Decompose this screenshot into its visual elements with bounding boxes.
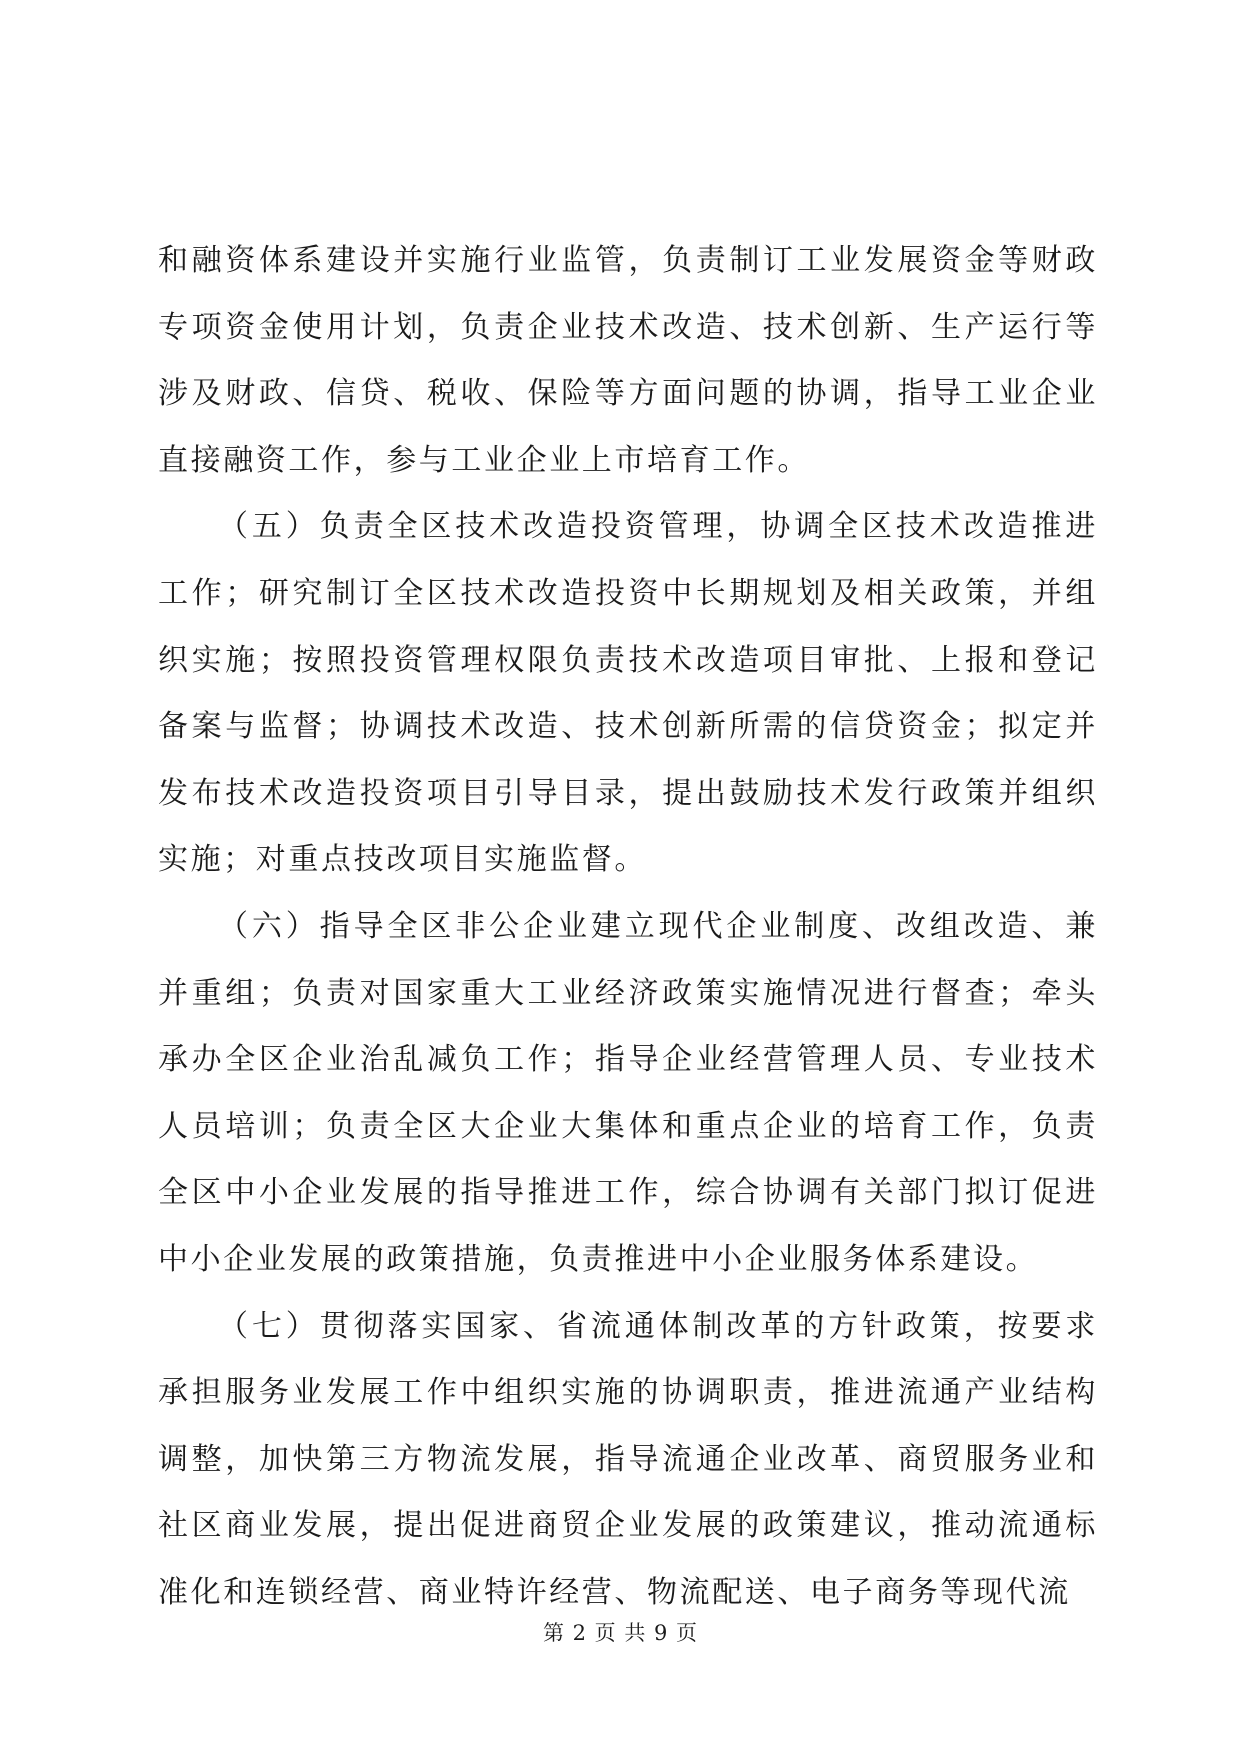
paragraph-item-5: （五）负责全区技术改造投资管理，协调全区技术改造推进工作；研究制订全区技术改造投资中长期规划及相关政策，并组织实施；按照投资管理权限负责技术改造项目审批、上报和登记备案与监督；协调技术改造、技术创新所需的信贷资金；拟定并发布技术改造投资项目引导目录，提出鼓励技术发行政策并组织实施；对重点技改项目实施监督。: [158, 509, 1098, 878]
document-body: [158, 228, 1098, 1626]
paragraph-continuation: 和融资体系建设并实施行业监管，负责制订工业发展资金等财政专项资金使用计划，负责企业技术改造、技术创新、生产运行等涉及财政、信贷、税收、保险等方面问题的协调，指导工业企业直接融资工作，参与工业企业上市培育工作。: [158, 243, 1098, 478]
paragraph-item-6: （六）指导全区非公企业建立现代企业制度、改组改造、兼并重组；负责对国家重大工业经济政策实施情况进行督查；牵头承办全区企业治乱减负工作；指导企业经营管理人员、专业技术人员培训；负责全区大企业大集体和重点企业的培育工作，负责全区中小企业发展的指导推进工作，综合协调有关部门拟订促进中小企业发展的政策措施，负责推进中小企业服务体系建设。: [158, 908, 1098, 1277]
page-number-footer: 第 2 页 共 9 页: [542, 1621, 699, 1645]
paragraph-item-7: （七）贯彻落实国家、省流通体制改革的方针政策，按要求承担服务业发展工作中组织实施的协调职责，推进流通产业结构调整，加快第三方物流发展，指导流通企业改革、商贸服务业和社区商业发展，提出促进商贸企业发展的政策建议，推动流通标准化和连锁经营、商业特许经营、物流配送、电子商务等现代流: [158, 1308, 1098, 1610]
